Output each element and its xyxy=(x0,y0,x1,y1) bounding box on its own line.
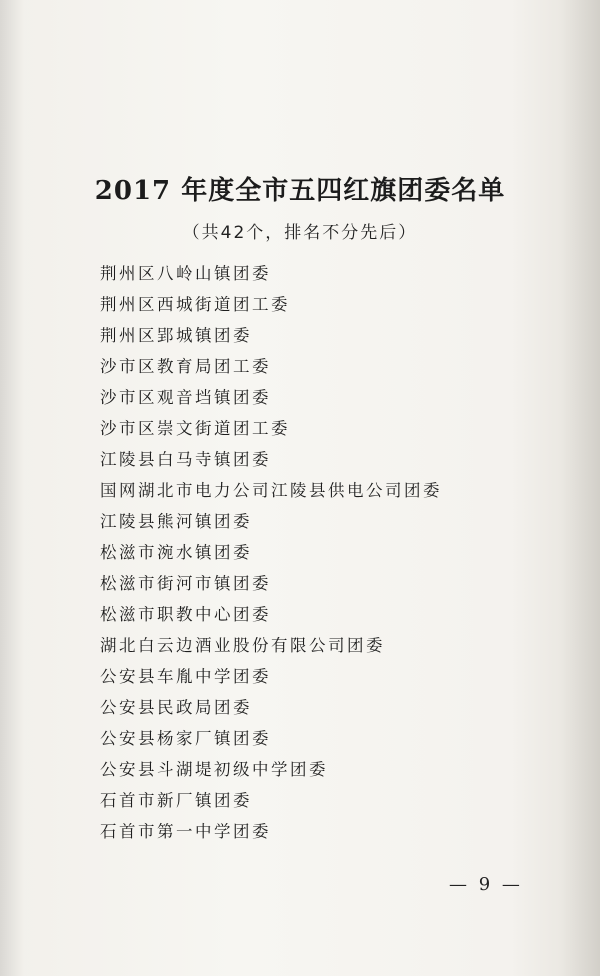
list-item: 江陵县熊河镇团委 xyxy=(100,512,252,531)
list-item: 沙市区崇文街道团工委 xyxy=(100,419,290,438)
page-number: — 9 — xyxy=(449,874,523,895)
list-item: 荆州区西城街道团工委 xyxy=(100,295,290,314)
document-title: 2017 年度全市五四红旗团委名单 xyxy=(94,176,506,206)
honoree-list xyxy=(100,258,520,847)
list-item: 松滋市涴水镇团委 xyxy=(100,543,252,562)
list-item: 江陵县白马寺镇团委 xyxy=(100,450,271,469)
list-item: 沙市区观音垱镇团委 xyxy=(100,388,271,407)
list-item: 国网湖北市电力公司江陵县供电公司团委 xyxy=(100,481,442,500)
list-item: 公安县杨家厂镇团委 xyxy=(100,729,271,748)
list-item: 公安县斗湖堤初级中学团委 xyxy=(100,760,328,779)
edge-shadow xyxy=(560,0,600,976)
list-item: 松滋市街河市镇团委 xyxy=(100,574,271,593)
list-item: 荆州区郢城镇团委 xyxy=(100,326,252,345)
list-item: 荆州区八岭山镇团委 xyxy=(100,264,271,283)
list-item: 松滋市职教中心团委 xyxy=(100,605,271,624)
list-item: 石首市新厂镇团委 xyxy=(100,791,252,810)
list-item: 公安县民政局团委 xyxy=(100,698,252,717)
list-item: 石首市第一中学团委 xyxy=(100,822,271,841)
list-item: 公安县车胤中学团委 xyxy=(100,667,271,686)
binding-shadow xyxy=(0,0,24,976)
list-item: 湖北白云边酒业股份有限公司团委 xyxy=(100,636,385,655)
list-item: 沙市区教育局团工委 xyxy=(100,357,271,376)
document-subtitle: （共42个，排名不分先后） xyxy=(182,223,418,243)
